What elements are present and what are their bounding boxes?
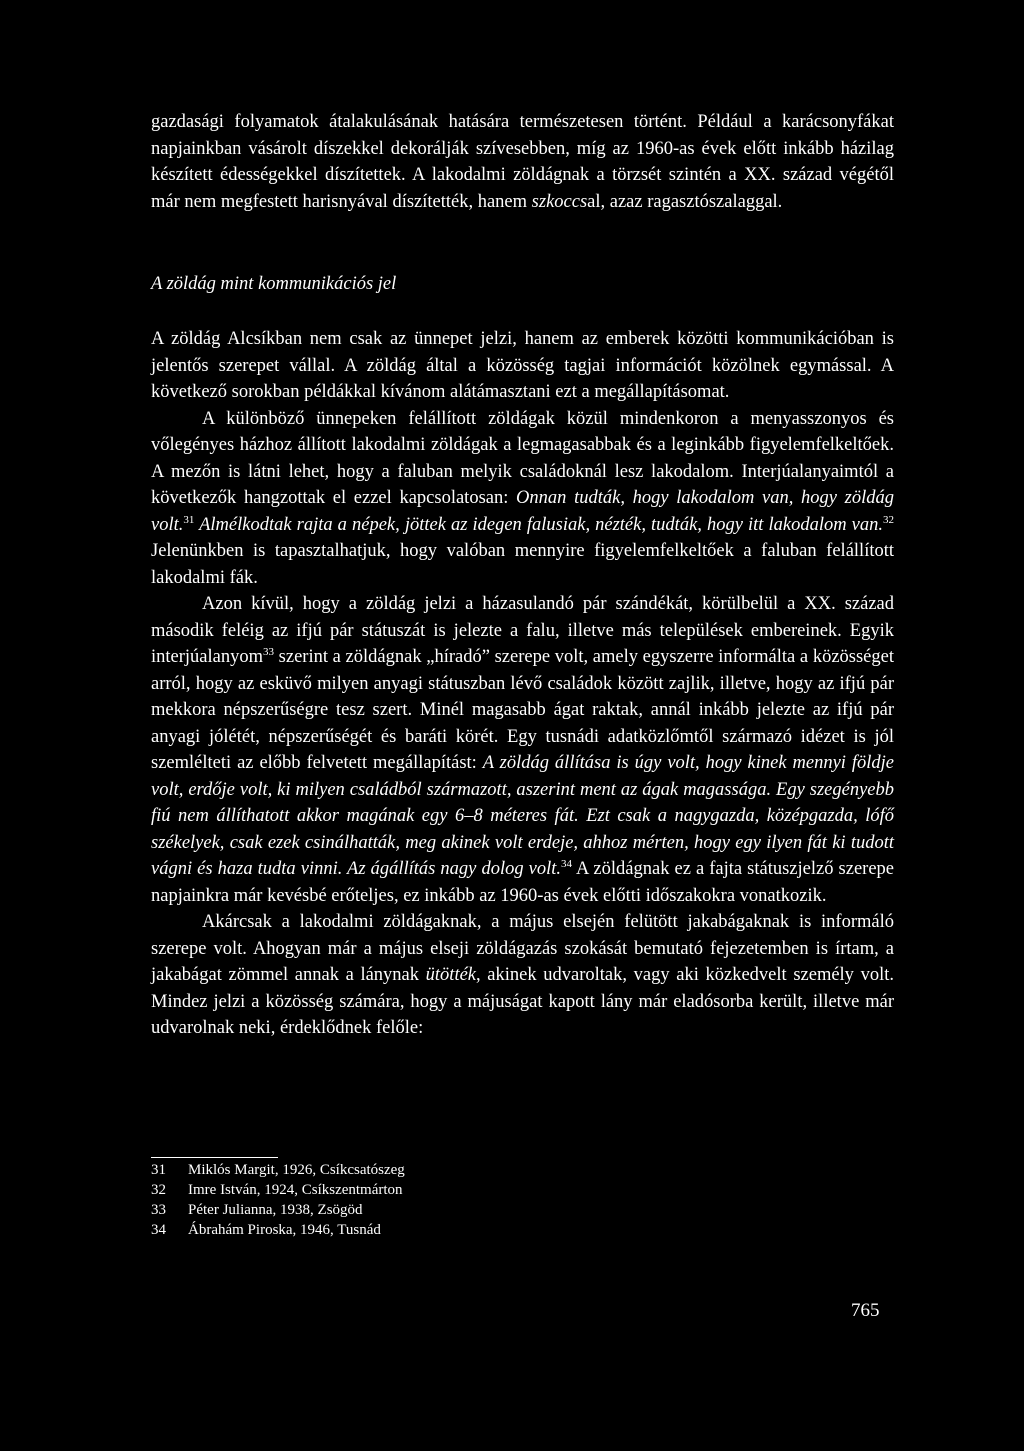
footnote-item [151, 1180, 405, 1200]
paragraph-3-text-2: szerint a zöldágnak „híradó” szerepe volt, amely egyszerre informálta a közösséget arról, hogy az esküvő milyen anyagi státuszban lévő családok között zajlik, illetve, hogy az ifjú pár mekkora népszerűségre tesz szert. Minél magasabb ágat raktak, annál inkább jelezte az ifjú pár anyagi jólétét, népszerűségét és baráti körét. Egy tusnádi adatközlőmtől származó idézet is jól szemlélteti az előbb felvetett megállapítást: [151, 647, 894, 773]
intro-paragraph-block [151, 109, 894, 215]
intro-text: gazdasági folyamatok átalakulásának hatására természetesen történt. Például a karácsonyfákat napjainkban vásárolt díszekkel dekorálják szívesebben, míg az 1960-as évek előtt inkább házilag készített édességekkel díszítettek. A lakodalmi zöldágnak a törzsét szintén a XX. század végétől már nem megfestett harisnyával díszítették, hanem [151, 112, 894, 212]
intro-italic-word: szkoccs [531, 191, 588, 212]
paragraph-4-tail: , akinek udvaroltak, vagy aki közkedvelt személy volt. Mindez jelzi a közösség számára, hogy a májuságat kapott lány már eladósorba került, illetve már udvarolnak neki, érdeklődnek felőle: [151, 965, 894, 1038]
quote-3: A zöldág állítása is úgy volt, hogy kinek mennyi földje volt, erdője volt, ki milyen családból származott, aszerint ment az ágak magassága. Egy szegényebb fiú nem állíthatott akkor magának egy 6–8 méteres fát. Ezt csak a nagygazda, középgazda, lófő székelyek, csak ezek csinálhatták, meg akinek volt erdeje, ahhoz mérten, hogy egy ilyen fát ki tudott vágni és haza tudta vinni. Az ágállítás nagy dolog volt. [151, 753, 894, 879]
footnote-text: Péter Julianna, 1938, Zsögöd [188, 1202, 363, 1218]
body-paragraph-1: A zöldág Alcsíkban nem csak az ünnepet jelzi, hanem az emberek közötti kommunikációban is jelentős szerepet vállal. A zöldág által a közösség tagjai információt közölnek egymással. A következő sorokban példákkal kívánom alátámasztani ezt a megállapításomat. [151, 329, 894, 402]
footnote-divider [151, 1157, 278, 1158]
paragraph-4-text: Akárcsak a lakodalmi zöldágaknak, a május elsején felütött jakabágaknak is informáló szerepe volt. Ahogyan már a május elseji zöldágazás szokását bemutató fejezetemben is írtam, a jakabágat zömmel annak a lánynak [151, 912, 894, 985]
paragraph-2-text: A különböző ünnepeken felállított zöldágak közül mindenkoron a menyasszonyos és vőlegényes házhoz állított lakodalmi zöldágak a legmagasabbak és a leginkább figyelemfelkeltőek. A mezőn is látni lehet, hogy a faluban melyik családoknál lesz lakodalom. Interjúalanyaimtól a következők hangzottak el ezzel kapcsolatosan: [151, 408, 894, 508]
footnote-text: Ábrahám Piroska, 1946, Tusnád [188, 1222, 381, 1238]
paragraph-2-tail: Jelenünkben is tapasztalhatjuk, hogy valóban mennyire figyelemfelkeltőek a faluban felállított lakodalmi fák. [151, 541, 894, 588]
paragraph-3-text: Azon kívül, hogy a zöldág jelzi a házasulandó pár szándékát, körülbelül a XX. század második feléig az ifjú pár státuszát is jelezte a falu, illetve más települések embereinek. Egyik interjúalanyom [151, 594, 894, 667]
intro-paragraph [151, 109, 894, 215]
intro-text-tail: al, azaz ragasztószalaggal. [587, 191, 783, 212]
footnote-item [151, 1200, 405, 1220]
body-paragraph-4 [151, 909, 894, 1042]
body-paragraph-3 [151, 591, 894, 909]
paragraph-4-italic: ütötték [425, 965, 477, 985]
paragraph-3-tail: A zöldágnak ez a fajta státuszjelző szerepe napjainkra már kevésbé erőteljes, ez inkább az 1960-as évek előtti időszakokra vonatkozik. [151, 859, 894, 906]
footnotes [151, 1160, 405, 1240]
quote-2: Almélkodtak rajta a népek, jöttek az idegen falusiak, nézték, tudták, hogy itt lakodalom van. [194, 514, 883, 535]
footnote-number: 31 [151, 1162, 166, 1178]
quote-1: Onnan tudták, hogy lakodalom van, hogy zöldág volt. [151, 488, 894, 535]
footnote-text: Miklós Margit, 1926, Csíkcsatószeg [188, 1162, 405, 1178]
footnote-ref-34[interactable]: 34 [561, 858, 572, 870]
footnote-item [151, 1160, 405, 1180]
body-paragraph-2 [151, 406, 894, 592]
footnote-ref-33[interactable]: 33 [263, 646, 274, 658]
footnote-number: 32 [151, 1182, 166, 1198]
footnote-ref-32[interactable]: 32 [883, 513, 894, 526]
footnote-number: 34 [151, 1222, 166, 1238]
footnote-item [151, 1220, 405, 1240]
page-number: 765 [851, 1300, 880, 1321]
footnote-ref-31[interactable]: 31 [183, 513, 195, 526]
section-body [151, 326, 894, 1042]
section-heading: A zöldág mint kommunikációs jel [151, 274, 397, 294]
footnote-number: 33 [151, 1202, 166, 1218]
footnote-text: Imre István, 1924, Csíkszentmárton [188, 1182, 403, 1198]
